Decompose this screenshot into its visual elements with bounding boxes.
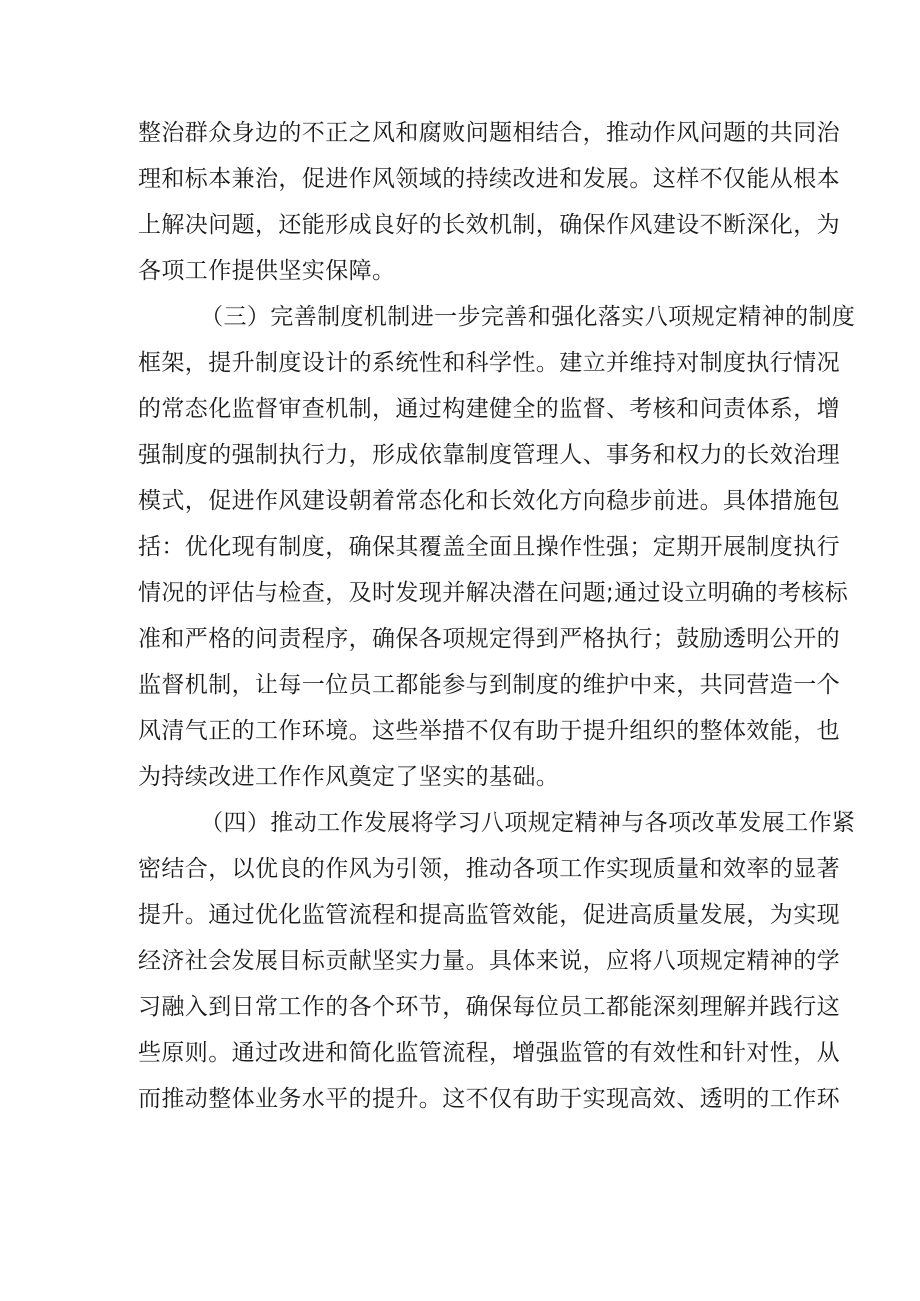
text-line: 理和标本兼治，促进作风领域的持续改进和发展。这样不仅能从根本 (138, 166, 840, 192)
text-line: 各项工作提供坚实保障。 (138, 258, 396, 284)
text-line: 模式，促进作风建设朝着常态化和长效化方向稳步前进。具体措施包 (138, 488, 840, 514)
text-line: 经济社会发展目标贡献坚实力量。具体来说，应将八项规定精神的学 (138, 948, 840, 974)
text-line: 而推动整体业务水平的提升。这不仅有助于实现高效、透明的工作环 (138, 1086, 840, 1112)
document-body (138, 110, 856, 1122)
paragraph-section-four (138, 800, 856, 1122)
paragraph-continuation (138, 110, 840, 294)
text-line: 准和严格的问责程序，确保各项规定得到严格执行；鼓励透明公开的 (138, 626, 840, 652)
text-line: 监督机制，让每一位员工都能参与到制度的维护中来，共同营造一个 (138, 672, 840, 698)
text-line: 情况的评估与检查，及时发现并解决潜在问题;通过设立明确的考核标 (138, 580, 849, 606)
text-line: 上解决问题，还能形成良好的长效机制，确保作风建设不断深化，为 (138, 212, 840, 238)
text-line: 框架，提升制度设计的系统性和科学性。建立并维持对制度执行情况 (138, 350, 840, 376)
text-line: 风清气正的工作环境。这些举措不仅有助于提升组织的整体效能，也 (138, 718, 840, 744)
text-line: 整治群众身边的不正之风和腐败问题相结合，推动作风问题的共同治 (138, 120, 840, 146)
text-line: 强制度的强制执行力，形成依靠制度管理人、事务和权力的长效治理 (138, 442, 840, 468)
text-line: 的常态化监督审查机制，通过构建健全的监督、考核和问责体系，增 (138, 396, 840, 422)
text-line: （三）完善制度机制进一步完善和强化落实八项规定精神的制度 (200, 304, 856, 330)
paragraph-section-three (138, 294, 856, 800)
text-line: 为持续改进工作作风奠定了坚实的基础。 (138, 764, 560, 790)
text-line: 密结合，以优良的作风为引领，推动各项工作实现质量和效率的显著 (138, 856, 840, 882)
text-line: 提升。通过优化监管流程和提高监管效能，促进高质量发展，为实现 (138, 902, 840, 928)
text-line: 括：优化现有制度，确保其覆盖全面且操作性强；定期开展制度执行 (138, 534, 840, 560)
text-line: 习融入到日常工作的各个环节，确保每位员工都能深刻理解并践行这 (138, 994, 840, 1020)
text-line: 些原则。通过改进和简化监管流程，增强监管的有效性和针对性，从 (138, 1040, 840, 1066)
text-line: （四）推动工作发展将学习八项规定精神与各项改革发展工作紧 (200, 810, 856, 836)
